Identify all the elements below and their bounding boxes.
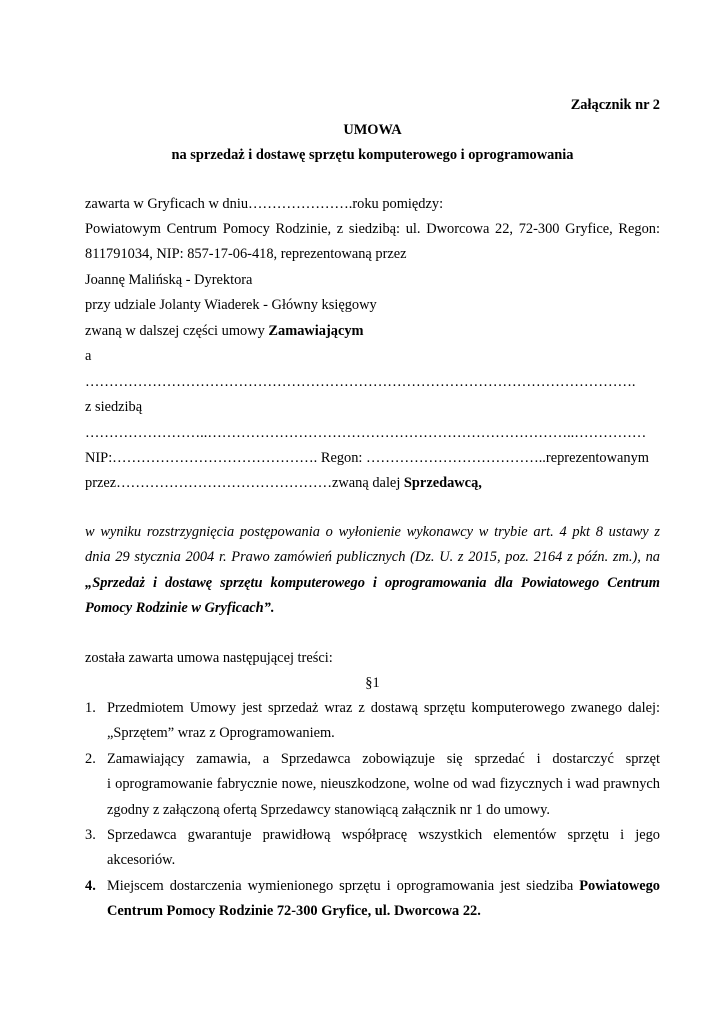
item-2-number: 2.: [85, 751, 96, 767]
basis-line-4: Pomocy Rodzinie w Gryficach”.: [85, 600, 275, 616]
document-title: UMOWA: [343, 122, 402, 138]
buyer-representative: Joannę Malińską - Dyrektora: [85, 272, 253, 288]
document-subtitle: na sprzedaż i dostawę sprzętu komputerowego i oprogramowania: [171, 147, 574, 163]
basis-line-1: w wyniku rozstrzygnięcia postępowania o wyłonienie wykonawcy w trybie art. 4 pkt 8 ustawy z: [85, 524, 660, 540]
contract-date-line: zawarta w Gryficach w dniu………………….roku pomiędzy:: [85, 196, 444, 212]
item-3-number: 3.: [85, 827, 96, 843]
seller-seat-label: z siedzibą: [85, 399, 143, 415]
item-2-line-1: Zamawiający zamawia, a Sprzedawca zobowiązuje się sprzedać i dostarczyć sprzęt: [107, 751, 660, 767]
item-1-number: 1.: [85, 700, 96, 716]
attachment-label: Załącznik nr 2: [570, 97, 660, 113]
item-4-line-1-prefix: Miejscem dostarczenia wymienionego sprzętu i oprogramowania jest siedziba: [107, 878, 580, 894]
item-1-line-1: Przedmiotem Umowy jest sprzedaż wraz z dostawą sprzętu komputerowego zwanego dalej:: [107, 700, 660, 716]
seller-seat-blank: ……………………..…………………………………………………………………..……………: [85, 425, 647, 441]
seller-role-line: [85, 474, 660, 492]
intro-line: została zawarta umowa następującej treści:: [85, 650, 333, 666]
buyer-ids-line: 811791034, NIP: 857-17-06-418, reprezentowaną przez: [85, 246, 407, 262]
buyer-role-line: [85, 322, 660, 340]
item-2-line-3: zgodny z załączoną ofertą Sprzedawcy stanowiącą załącznik nr 1 do umowy.: [107, 802, 550, 818]
section-mark: §1: [365, 675, 380, 691]
item-2-line-2: i oprogramowanie fabrycznie nowe, nieuszkodzone, wolne od wad fizycznych i wad prawnych: [107, 776, 660, 792]
item-3-line-1: Sprzedawca gwarantuje prawidłową współpracę wszystkich elementów sprzętu i jego: [107, 827, 660, 843]
conjunction-a: a: [85, 348, 92, 364]
basis-line-3: „Sprzedaż i dostawę sprzętu komputerowego i oprogramowania dla Powiatowego Centrum: [85, 575, 660, 591]
buyer-role-prefix: zwaną w dalszej części umowy: [85, 323, 269, 339]
item-4-line-1: [107, 877, 660, 895]
item-4-line-2: Centrum Pomocy Rodzinie 72-300 Gryfice, ul. Dworcowa 22.: [107, 903, 481, 919]
seller-role-name: Sprzedawcą,: [403, 475, 482, 491]
item-3-line-2: akcesoriów.: [107, 852, 176, 868]
item-1-line-2: „Sprzętem” wraz z Oprogramowaniem.: [107, 725, 335, 741]
basis-line-2: dnia 29 stycznia 2004 r. Prawo zamówień publicznych (Dz. U. z 2015, poz. 2164 z późn. zm.), na: [85, 549, 660, 565]
seller-role-prefix: przez………………………………………zwaną dalej: [85, 475, 404, 491]
seller-ids-line: NIP:……………………………………. Regon: ………………………………..reprezentowanym: [85, 450, 649, 466]
item-4-line-1-bold: Powiatowego: [579, 878, 660, 894]
buyer-address-line: Powiatowym Centrum Pomocy Rodzinie, z siedzibą: ul. Dworcowa 22, 72-300 Gryfice, Regon:: [85, 221, 660, 237]
buyer-accountant: przy udziale Jolanty Wiaderek - Główny księgowy: [85, 297, 377, 313]
seller-name-blank: …………………………………………………………………………………………………….: [85, 374, 636, 390]
item-4-number: 4.: [85, 878, 96, 894]
buyer-role-name: Zamawiającym: [268, 323, 364, 339]
